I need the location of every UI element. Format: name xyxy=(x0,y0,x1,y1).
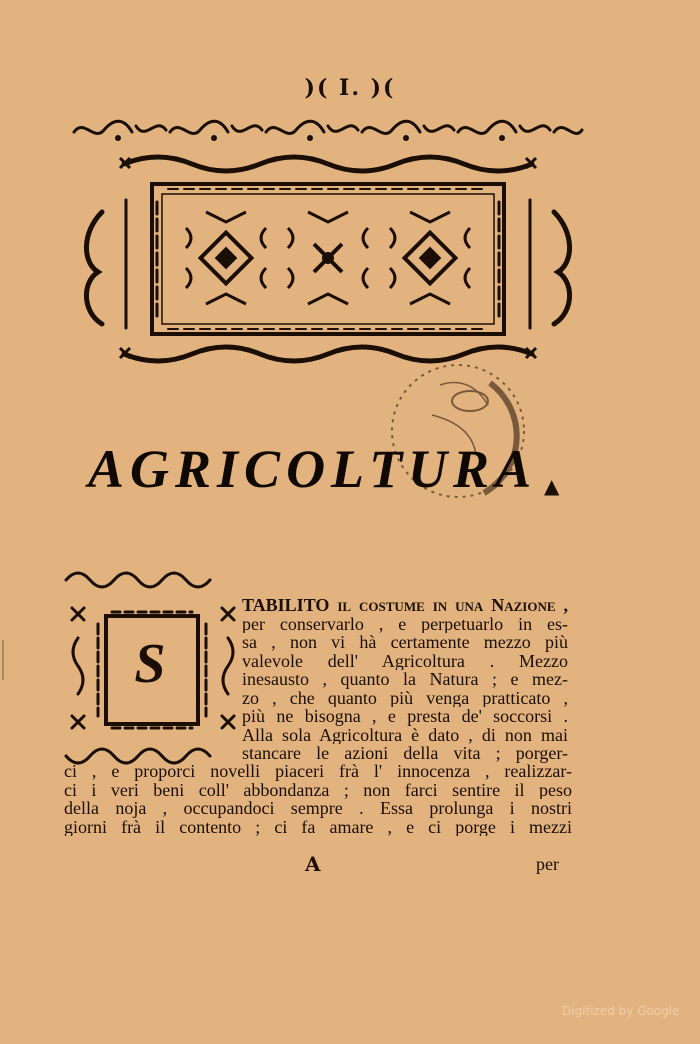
text-line: per conservarlo , e perpetuarlo in es- xyxy=(242,614,568,633)
text-line: sa , non vi hà certamente mezzo più xyxy=(242,633,568,652)
text-line: giorni frà il contento ; ci fa amare , e ci porge i mezzi xyxy=(64,817,572,836)
text-line: inesausto , quanto la Natura ; e mez- xyxy=(242,670,568,689)
text-line: della noja , occupandoci sempre . Essa prolunga i nostri xyxy=(64,799,572,818)
chapter-title: AGRICOLTURA xyxy=(88,439,538,499)
drop-cap: S xyxy=(134,633,166,695)
text-line: più ne bisogna , e presta de' soccorsi . xyxy=(242,707,568,726)
text-line: ci , e proporci novelli piaceri frà l' innocenza , realizzar- xyxy=(64,762,572,781)
page-edge-mark xyxy=(2,640,7,680)
signature-mark: A xyxy=(305,852,321,876)
text-line: Alla sola Agricoltura è dato , di non mai xyxy=(242,725,568,744)
ornament-band-icon xyxy=(70,112,585,148)
digitization-watermark: Digitized by Google xyxy=(562,1004,680,1018)
headpiece-frame-icon xyxy=(68,152,588,374)
title-tail-ornament: ▲ xyxy=(544,474,560,498)
opening-paragraph xyxy=(242,596,568,763)
catchword: per xyxy=(536,854,559,874)
text-line: ci i veri beni coll' abbondanza ; non farci sentire il peso xyxy=(64,780,572,799)
page-number: )( I. )( xyxy=(304,75,396,101)
text-line: TABILITO il costume in una Nazione , xyxy=(242,596,568,615)
paragraph-continuation xyxy=(64,762,572,836)
text-line: stancare le azioni della vita ; porger- xyxy=(242,744,568,763)
text-line: zo , che quanto più venga pratticato , xyxy=(242,688,568,707)
text-line: valevole dell' Agricoltura . Mezzo xyxy=(242,651,568,670)
